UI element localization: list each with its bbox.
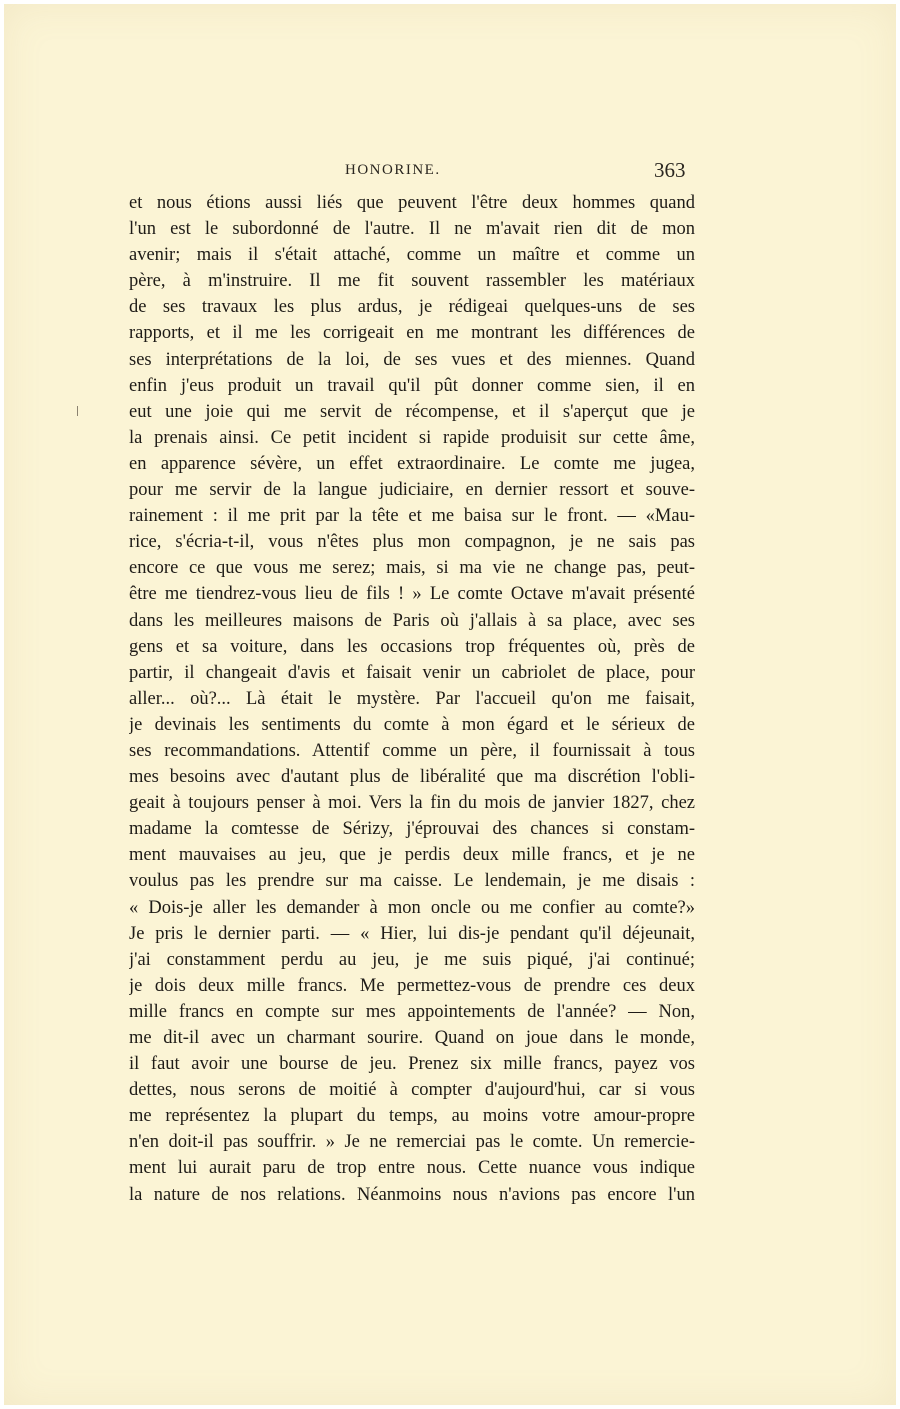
text-line: eut une joie qui me servit de récompense, et il s'aperçut que je <box>129 401 695 422</box>
page-header <box>4 158 896 188</box>
text-line: ment mauvaises au jeu, que je perdis deux mille francs, et je ne <box>129 845 695 866</box>
text-line: dans les meilleures maisons de Paris où j'allais à sa place, avec ses <box>129 610 695 631</box>
text-line: la prenais ainsi. Ce petit incident si rapide produisit sur cette âme, <box>129 427 695 448</box>
text-line: encore ce que vous me serez; mais, si ma vie ne change pas, peut- <box>129 558 695 579</box>
text-line: j'ai constamment perdu au jeu, je me suis piqué, j'ai continué; <box>129 949 695 970</box>
text-line: dettes, nous serons de moitié à compter d'aujourd'hui, car si vous <box>129 1080 695 1101</box>
text-line: Je pris le dernier parti. — « Hier, lui dis-je pendant qu'il déjeunait, <box>129 923 695 944</box>
text-line: voulus pas les prendre sur ma caisse. Le lendemain, je me disais : <box>129 871 695 892</box>
page-number: 363 <box>654 158 686 182</box>
text-line: me dit-il avec un charmant sourire. Quand on joue dans le monde, <box>129 1028 695 1048</box>
text-line: aller... où?... Là était le mystère. Par l'accueil qu'on me faisait, <box>129 688 695 709</box>
text-line: n'en doit-il pas souffrir. » Je ne remerciai pas le comte. Un remercie- <box>129 1132 695 1153</box>
text-line: avenir; mais il s'était attaché, comme un maître et comme un <box>129 245 695 266</box>
margin-mark <box>77 406 78 416</box>
text-line: je dois deux mille francs. Me permettez-vous de prendre ces deux <box>129 975 695 996</box>
body-text <box>129 190 695 1208</box>
text-line: gens et sa voiture, dans les occasions trop fréquentes où, près de <box>129 636 695 657</box>
text-line: partir, il changeait d'avis et faisait venir un cabriolet de place, pour <box>129 662 695 683</box>
text-line: je devinais les sentiments du comte à mon égard et le sérieux de <box>129 714 695 735</box>
text-line: et nous étions aussi liés que peuvent l'être deux hommes quand <box>129 193 695 213</box>
text-line: geait à toujours penser à moi. Vers la fin du mois de janvier 1827, chez <box>129 793 695 814</box>
text-line: mes besoins avec d'autant plus de libéralité que ma discrétion l'obli- <box>129 767 695 788</box>
text-line: en apparence sévère, un effet extraordinaire. Le comte me jugea, <box>129 453 695 474</box>
text-line: enfin j'eus produit un travail qu'il pût donner comme sien, il en <box>129 375 695 396</box>
text-line: ment lui aurait paru de trop entre nous. Cette nuance vous indique <box>129 1158 695 1179</box>
text-line: il faut avoir une bourse de jeu. Prenez six mille francs, payez vos <box>129 1054 695 1075</box>
book-page <box>4 4 896 1405</box>
text-line: madame la comtesse de Sérizy, j'éprouvai des chances si constam- <box>129 819 695 840</box>
text-line: rice, s'écria-t-il, vous n'êtes plus mon compagnon, je ne sais pas <box>129 532 695 553</box>
text-line: ses interprétations de la loi, de ses vues et des miennes. Quand <box>129 349 695 370</box>
text-line: mille francs en compte sur mes appointements de l'année? — Non, <box>129 1001 695 1022</box>
text-line: la nature de nos relations. Néanmoins nous n'avions pas encore l'un <box>129 1184 695 1205</box>
text-line: me représentez la plupart du temps, au moins votre amour-propre <box>129 1106 695 1127</box>
text-line: rainement : il me prit par la tête et me baisa sur le front. — «Mau- <box>129 506 695 527</box>
text-line: de ses travaux les plus ardus, je rédigeai quelques-uns de ses <box>129 297 695 318</box>
text-line: pour me servir de la langue judiciaire, en dernier ressort et souve- <box>129 480 695 501</box>
text-line: père, à m'instruire. Il me fit souvent rassembler les matériaux <box>129 271 695 292</box>
text-line: être me tiendrez-vous lieu de fils ! » Le comte Octave m'avait présenté <box>129 584 695 605</box>
text-line: ses recommandations. Attentif comme un père, il fournissait à tous <box>129 740 695 761</box>
text-line: rapports, et il me les corrigeait en me montrant les différences de <box>129 323 695 344</box>
running-title: HONORINE. <box>345 162 441 178</box>
text-line: « Dois-je aller les demander à mon oncle ou me confier au comte?» <box>129 897 695 918</box>
text-line: l'un est le subordonné de l'autre. Il ne m'avait rien dit de mon <box>129 219 695 240</box>
